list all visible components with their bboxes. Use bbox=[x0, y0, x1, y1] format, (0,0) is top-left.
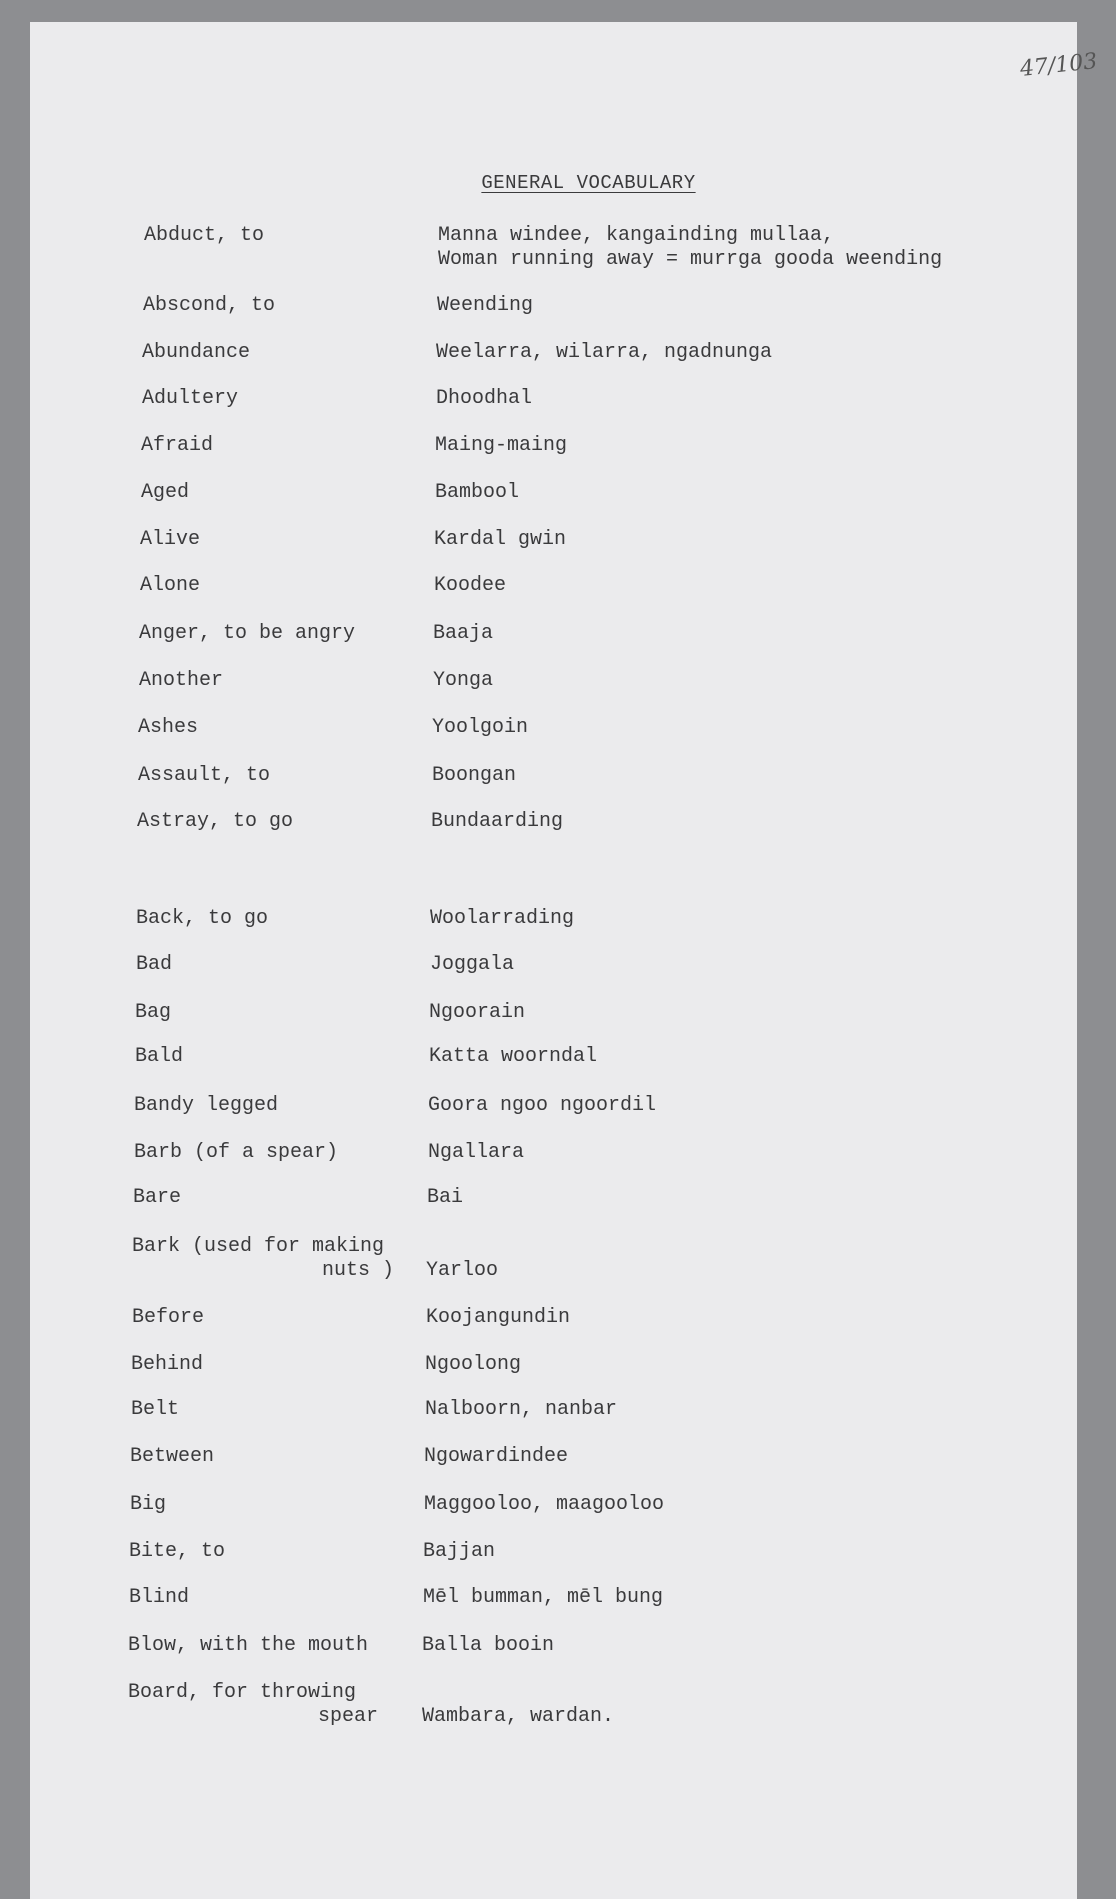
entry-term: Assault, to bbox=[138, 764, 271, 787]
entry-translation: Yonga bbox=[433, 669, 494, 692]
page-title: GENERAL VOCABULARY bbox=[481, 172, 696, 194]
entry-translation: Baaja bbox=[433, 622, 494, 645]
entry-translation: Weelarra, wilarra, ngadnunga bbox=[436, 341, 773, 364]
entry-term: Behind bbox=[131, 1353, 204, 1376]
entry-term: Back, to go bbox=[136, 907, 269, 930]
page-number: 47/103 bbox=[1018, 49, 1099, 82]
entry-term: Abundance bbox=[142, 341, 251, 364]
document-page bbox=[30, 22, 1099, 1899]
entry-term: Another bbox=[139, 669, 224, 692]
entry-translation: Ngowardindee bbox=[424, 1445, 569, 1468]
entry-term: Alone bbox=[140, 574, 201, 597]
entry-translation: Boongan bbox=[432, 764, 517, 787]
entry-translation: Ngoolong bbox=[425, 1353, 522, 1376]
entry-translation: Kardal gwin bbox=[434, 528, 567, 551]
entry-translation: Bajjan bbox=[423, 1540, 496, 1563]
entry-term: Bark (used for making nuts ) bbox=[132, 1235, 395, 1282]
entry-translation: Mēl bumman, mēl bung bbox=[423, 1586, 664, 1609]
entry-term: Abduct, to bbox=[144, 224, 265, 247]
entry-term: Blow, with the mouth bbox=[128, 1634, 369, 1657]
entry-translation: Weending bbox=[437, 294, 534, 317]
entry-term: Bandy legged bbox=[134, 1094, 279, 1117]
entry-translation: Nalboorn, nanbar bbox=[425, 1398, 618, 1421]
entry-term: Belt bbox=[131, 1398, 180, 1421]
entry-term: Between bbox=[130, 1445, 215, 1468]
entry-translation: Koojangundin bbox=[426, 1306, 571, 1329]
entry-term: Big bbox=[130, 1493, 167, 1516]
entry-translation: Bai bbox=[427, 1186, 464, 1209]
entry-translation: Maggooloo, maagooloo bbox=[424, 1493, 665, 1516]
entry-term: Bad bbox=[136, 953, 173, 976]
entry-term: Barb (of a spear) bbox=[134, 1141, 339, 1164]
entry-term: Ashes bbox=[138, 716, 199, 739]
entry-term: Before bbox=[132, 1306, 205, 1329]
entry-translation: Yoolgoin bbox=[432, 716, 529, 739]
vocabulary-list bbox=[30, 22, 1077, 1899]
entry-translation: Joggala bbox=[430, 953, 515, 976]
entry-term: Alive bbox=[140, 528, 201, 551]
entry-translation: Katta woorndal bbox=[429, 1045, 598, 1068]
entry-term: Astray, to go bbox=[137, 810, 294, 833]
entry-term: Blind bbox=[129, 1586, 190, 1609]
entry-term: Bare bbox=[133, 1186, 182, 1209]
entry-term: Bite, to bbox=[129, 1540, 226, 1563]
entry-translation: Koodee bbox=[434, 574, 507, 597]
entry-translation: Ngoorain bbox=[429, 1001, 526, 1024]
entry-term: Afraid bbox=[141, 434, 214, 457]
entry-translation: Maing-maing bbox=[435, 434, 568, 457]
entry-translation: Ngallara bbox=[428, 1141, 525, 1164]
entry-term: Abscond, to bbox=[143, 294, 276, 317]
entry-translation: Bambool bbox=[435, 481, 520, 504]
entry-term: Bald bbox=[135, 1045, 184, 1068]
entry-term: Bag bbox=[135, 1001, 172, 1024]
entry-translation: Dhoodhal bbox=[436, 387, 533, 410]
entry-translation: Goora ngoo ngoordil bbox=[428, 1094, 657, 1117]
entry-term: Anger, to be angry bbox=[139, 622, 356, 645]
entry-term: Board, for throwing spear bbox=[128, 1681, 379, 1728]
entry-translation: Manna windee, kangainding mullaa, Woman running away = murrga gooda weending bbox=[438, 224, 943, 271]
entry-translation: Balla booin bbox=[422, 1634, 555, 1657]
entry-translation: Bundaarding bbox=[431, 810, 564, 833]
entry-translation: Wambara, wardan. bbox=[422, 1705, 615, 1728]
entry-translation: Yarloo bbox=[426, 1259, 499, 1282]
entry-term: Aged bbox=[141, 481, 190, 504]
entry-term: Adultery bbox=[142, 387, 239, 410]
entry-translation: Woolarrading bbox=[430, 907, 575, 930]
